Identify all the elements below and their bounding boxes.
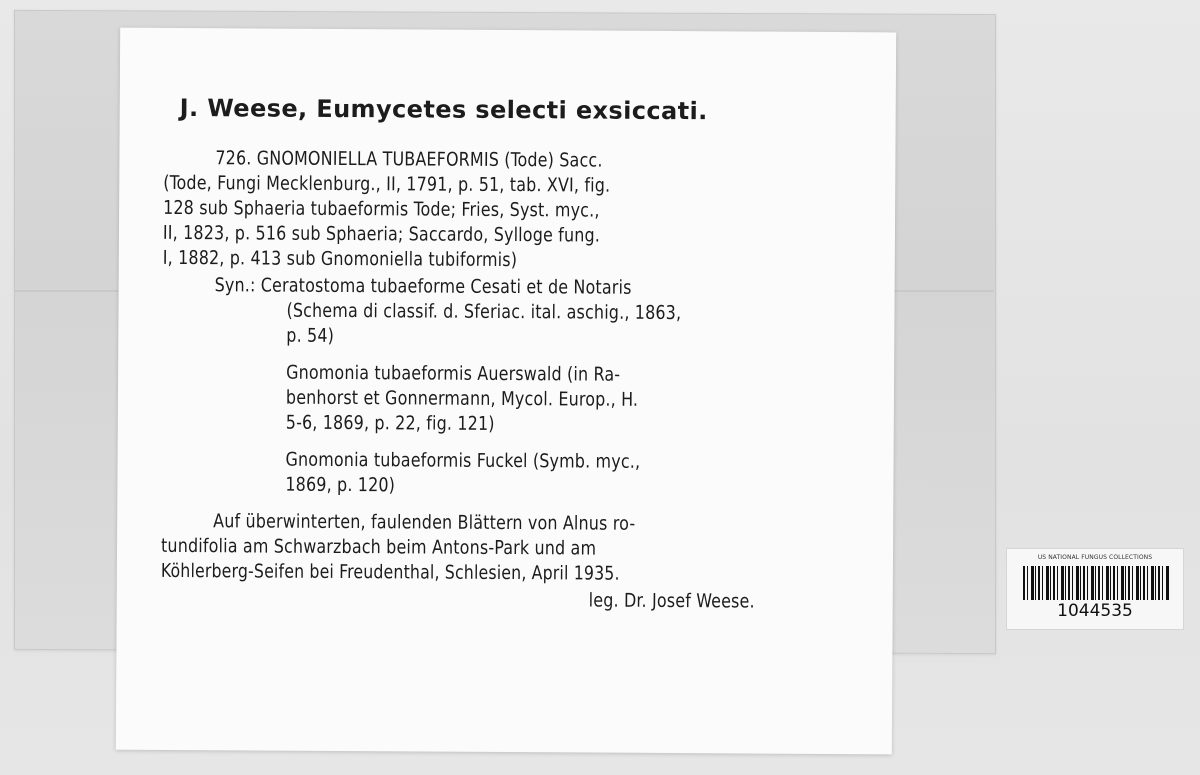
barcode-number: 1044535 — [1057, 601, 1133, 621]
label-line-habitat-1: Auf überwinterten, faulenden Blättern von Alnus ro- — [213, 510, 636, 535]
label-line-citation-1: (Tode, Fungi Mecklenburg., II, 1791, p. 51, tab. XVI, fig. — [163, 171, 611, 197]
label-text-block — [116, 28, 896, 755]
label-line-synonym-1-page: p. 54) — [286, 324, 335, 347]
label-line-synonym-3-page: 1869, p. 120) — [285, 473, 396, 497]
label-line-citation-4: I, 1882, p. 413 sub Gnomoniella tubiformis) — [162, 246, 518, 272]
label-line-synonym-2-ref: benhorst et Gonnermann, Mycol. Europ., H. — [285, 386, 639, 411]
label-line-habitat-3: Köhlerberg-Seifen bei Freudenthal, Schlesien, April 1935. — [160, 559, 620, 585]
label-line-synonym-3: Gnomonia tubaeformis Fuckel (Symb. myc., — [285, 448, 641, 473]
barcode-card — [1006, 548, 1184, 630]
label-line-habitat-2: tundifolia am Schwarzbach beim Antons-Park und am — [160, 534, 597, 560]
label-line-citation-3: II, 1823, p. 516 sub Sphaeria; Saccardo, Sylloge fung. — [162, 221, 601, 247]
label-line-synonym-1: Syn.: Ceratostoma tubaeforme Cesati et de Notaris — [214, 274, 632, 299]
label-title: J. Weese, Eumycetes selecti exsiccati. — [179, 94, 708, 126]
label-line-species: 726. GNOMONIELLA TUBAEFORMIS (Tode) Sacc. — [215, 147, 603, 172]
label-line-synonym-2-page: 5-6, 1869, p. 22, fig. 121) — [285, 411, 495, 435]
barcode-header: US NATIONAL FUNGUS COLLECTIONS — [1037, 554, 1153, 561]
label-line-synonym-1-ref: (Schema di classif. d. Sferiac. ital. aschig., 1863, — [286, 299, 682, 325]
label-line-synonym-2: Gnomonia tubaeformis Auerswald (in Ra- — [286, 361, 621, 386]
label-line-collector: leg. Dr. Josef Weese. — [588, 589, 755, 613]
barcode-icon — [1023, 566, 1169, 600]
label-line-citation-2: 128 sub Sphaeria tubaeformis Tode; Fries, Syst. myc., — [163, 196, 600, 222]
herbarium-label — [116, 28, 896, 755]
